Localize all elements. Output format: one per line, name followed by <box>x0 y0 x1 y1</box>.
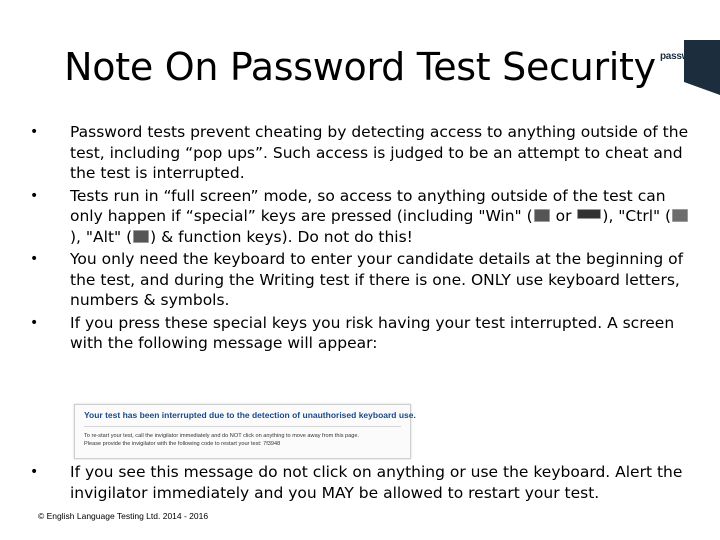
bullet-text: If you see this message do not click on anything or use the keyboard. Alert the invigilator immediately and you MAY be allowed to restart your test. <box>70 463 683 502</box>
bullet-text-part5: ) & function keys). Do not do this! <box>150 227 413 246</box>
bullet-text-part1: Tests run in “full screen” mode, so access to anything outside of the test can only happen if “special” keys are pressed (including "Win" ( <box>70 186 666 225</box>
bullet-item <box>28 313 690 354</box>
message-divider <box>84 426 401 427</box>
bullet-marker: • <box>30 314 39 331</box>
bullet-item <box>28 186 690 248</box>
bullet-text: Password tests prevent cheating by detecting access to anything outside of the test, including “pop ups”. Such access is judged to be an attempt to cheat and the test is interrupted. <box>70 123 689 182</box>
bullet-item <box>28 122 690 184</box>
interruption-message-screenshot <box>74 404 416 459</box>
logo-shape-icon <box>660 40 720 95</box>
bullet-text: If you press these special keys you risk having your test interrupted. A screen with the following message will appear: <box>70 313 675 352</box>
message-body-line2: Please provide the invigilator with the following code to restart your test: 7f3948 <box>84 441 281 447</box>
bullet-marker: • <box>30 464 39 480</box>
logo-text: password <box>660 51 705 62</box>
windows-menu-key-icon <box>577 209 601 219</box>
alt-key-icon <box>133 230 149 243</box>
ctrl-key-icon <box>672 209 688 222</box>
slide-title: Note On Password Test Security <box>64 45 656 89</box>
bullet-text-part4: ), "Alt" ( <box>70 227 133 246</box>
message-body-line1: To re-start your test, call the invigilator immediately and do NOT click on anything to move away from this page. <box>84 433 360 439</box>
bullet-item <box>28 249 690 311</box>
message-heading: Your test has been interrupted due to the detection of unauthorised keyboard use. <box>84 410 416 420</box>
bullet-item <box>28 462 690 503</box>
windows-key-icon <box>534 209 550 222</box>
bullet-marker: • <box>30 251 39 267</box>
message-body <box>84 432 404 448</box>
bullet-marker: • <box>30 124 39 140</box>
copyright-footer: © English Language Testing Ltd. 2014 - 2016 <box>38 511 209 521</box>
bullet-text-part3: ), "Ctrl" ( <box>602 207 672 225</box>
password-logo <box>660 40 720 95</box>
bullet-text-part2: or <box>550 207 577 225</box>
bullet-marker: • <box>30 187 39 204</box>
bullet-text: You only need the keyboard to enter your candidate details at the beginning of the test, and during the Writing test if there is one. ONLY use keyboard letters, numbers & symbols. <box>70 250 684 309</box>
bullet-list <box>28 122 690 356</box>
